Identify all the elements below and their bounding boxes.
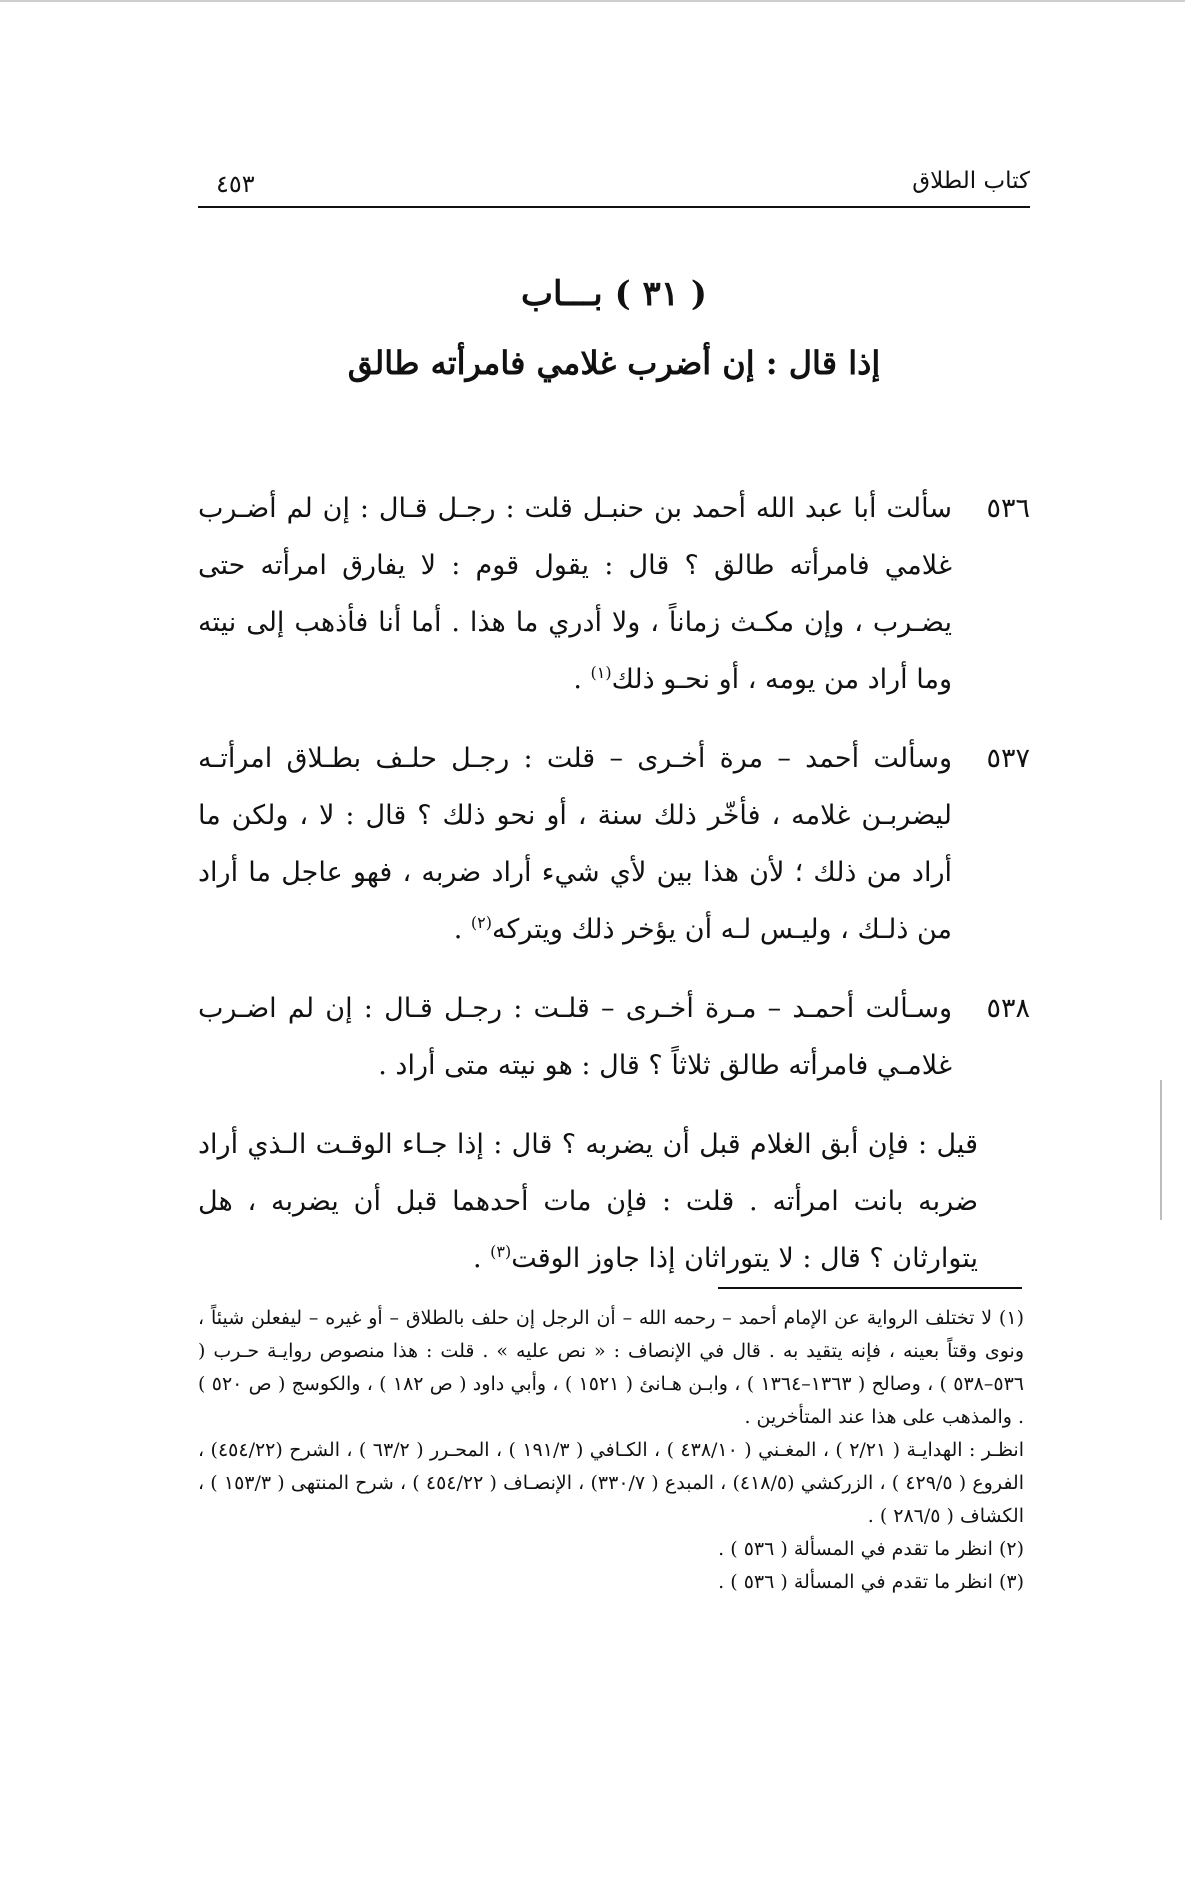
paragraph-text: سألت أبا عبد الله أحمد بن حنبـل قلت : رجـل قـال : إن لم أضـرب غلامي فامرأته طالق ؟ قال : يقول قوم : لا يفارق امرأته حتى يضـرب ، وإن مكـث زماناً ، ولا أدري ما هذا . أما أنا فأذهب إلى نيته وما أراد من يومه ، أو نحـو ذلك	[198, 493, 952, 695]
paragraph-number: ٥٣٦	[986, 493, 1030, 524]
paragraph-continuation	[198, 1116, 1030, 1287]
footnotes	[198, 1302, 1024, 1599]
paragraph-text: قيل : فإن أبق الغلام قبل أن يضربه ؟ قال : إذا جـاء الوقـت الـذي أراد ضربه بانت امرأته . قلت : فإن مات أحدهما قبل أن يضربه ، هل يتوارثان ؟ قال : لا يتوراثان إذا جاوز الوقت	[198, 1129, 978, 1274]
footnote-ref: (٣)	[490, 1242, 512, 1261]
footnote-ref: (١)	[590, 663, 612, 682]
book-title: كتاب الطلاق	[912, 168, 1030, 194]
paragraph-tail: .	[453, 914, 471, 945]
paragraph-text: وسـألت أحمـد – مـرة أخـرى – قلـت : رجـل قـال : إن لم اضـرب غلامـي فامرأته طالق ثلاثاً ؟ قال : هو نيته متى أراد .	[198, 993, 952, 1081]
main-text	[198, 480, 1030, 1309]
scan-top-edge	[0, 0, 1185, 2]
chapter-number: ( ٣١ ) بـــاب	[521, 274, 707, 314]
chapter-title: إذا قال : إن أضرب غلامي فامرأته طالق	[347, 344, 881, 382]
paragraph-text: وسألت أحمد – مرة أخـرى – قلت : رجـل حلـف بطـلاق امرأتـه ليضربـن غلامه ، فأخّر ذلك سنة ، أو نحو ذلك ؟ قال : لا ، ولكن ما أراد من ذلك ؛ لأن هذا بين لأي شيء أراد ضربه ، فهو عاجل ما أراد من ذلـك ، وليـس لـه أن يؤخر ذلك ويتركه	[198, 743, 952, 945]
paragraph-tail: .	[573, 664, 591, 695]
header-rule	[198, 206, 1030, 208]
paragraph-tail: .	[472, 1243, 491, 1274]
paragraph-537	[198, 730, 1030, 958]
paragraph-536	[198, 480, 1030, 708]
footnote-2: (٢) انظر ما تقدم في المسألة ( ٥٣٦ ) .	[718, 1538, 1024, 1560]
page-number: ٤٥٣	[216, 170, 255, 198]
scan-margin-mark	[1160, 1080, 1162, 1220]
paragraph-number: ٥٣٨	[986, 993, 1030, 1024]
footnote-ref: (٢)	[470, 913, 493, 932]
footnote-separator	[718, 1287, 1022, 1289]
footnote-3: (٣) انظر ما تقدم في المسألة ( ٥٣٦ ) .	[718, 1571, 1024, 1593]
paragraph-number: ٥٣٧	[986, 743, 1030, 774]
running-header	[198, 168, 1030, 208]
footnote-1-references: انظـر : الهدايـة ( ٢/٢١ ) ، المغـني ( ٤٣٨/١٠ ) ، الكـافي ( ١٩١/٣ ) ، المحـرر ( ٦٣/٢ ) ، الشرح (٤٥٤/٢٢) ، الفروع ( ٤٢٩/٥ ) ، الزركشي (٤١٨/٥) ، المبدع ( ٣٣٠/٧) ، الإنصـاف ( ٤٥٤/٢٢ ) ، شرح المنتهى ( ١٥٣/٣ ) ، الكشاف ( ٢٨٦/٥ ) .	[198, 1439, 1024, 1527]
footnote-1: (١) لا تختلف الرواية عن الإمام أحمد – رحمه الله – أن الرجل إن حلف بالطلاق – أو غيره – ليفعلن شيئاً ، ونوى وقتاً بعينه ، فإنه يتقيد به . قال في الإنصاف : « نص عليه » . قلت : هذا منصوص روايـة حـرب ( ٥٣٦–٥٣٨ ) ، وصالح ( ١٣٦٣–١٣٦٤ ) ، وابـن هـانئ ( ١٥٢١ ) ، وأبي داود ( ص ١٨٢ ) ، والكوسج ( ص ٥٢٠ ) . والمذهب على هذا عند المتأخرين .	[198, 1307, 1025, 1428]
paragraph-538	[198, 980, 1030, 1094]
